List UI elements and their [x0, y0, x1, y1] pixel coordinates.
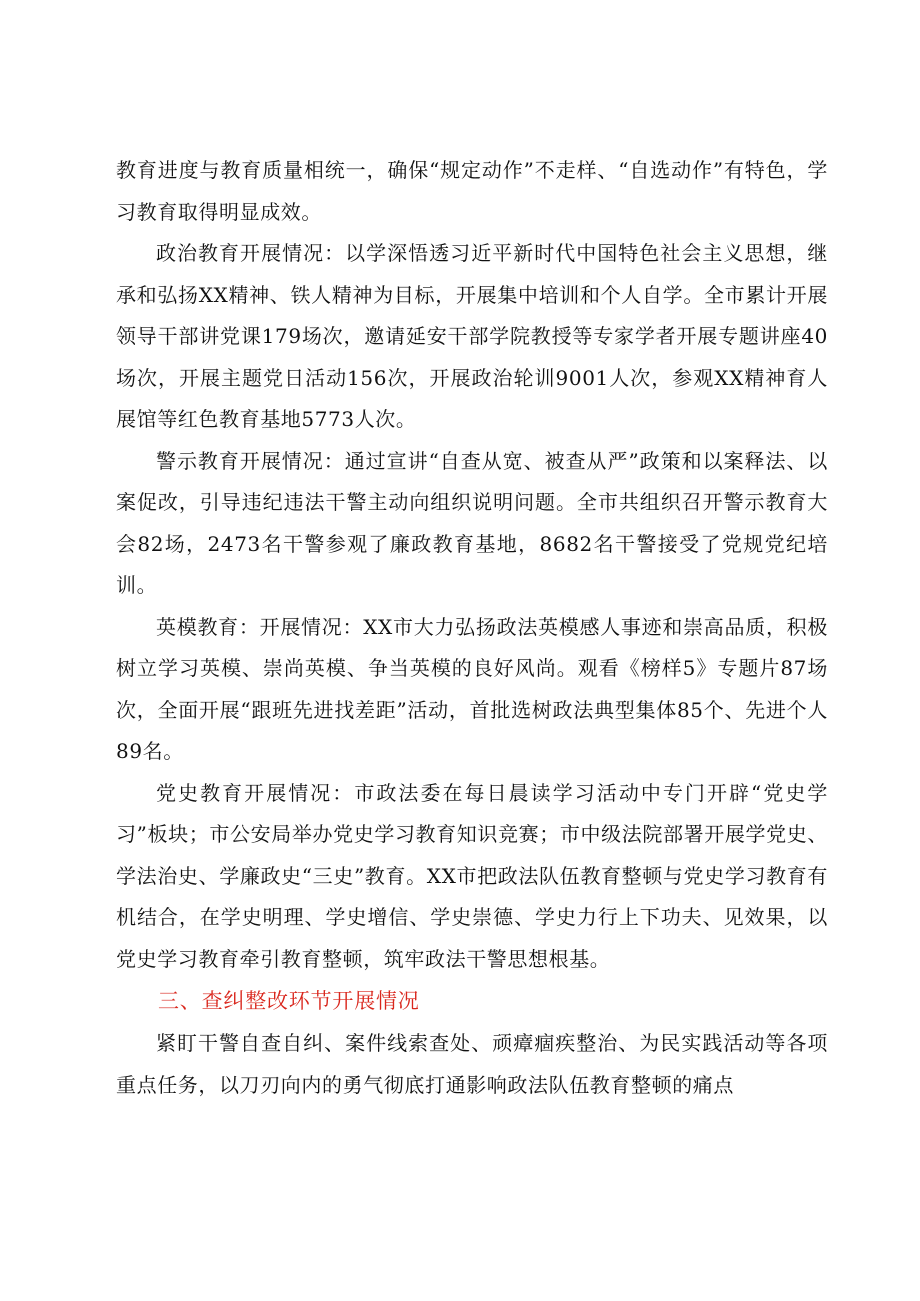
paragraph-rectification: 紧盯干警自查自纠、案件线索查处、顽瘴痼疾整治、为民实践活动等各项重点任务，以刀刃向内的勇气彻底打通影响政法队伍教育整顿的痛点	[116, 1031, 828, 1097]
paragraph-party-history-education: 党史教育开展情况：市政法委在每日晨读学习活动中专门开辟“党史学习”板块；市公安局举办党史学习教育知识竞赛；市中级法院部署开展学党史、学法治史、学廉政史“三史”教育。XX市把政法队伍教育整顿与党史学习教育有机结合，在学史明理、学史增信、学史崇德、学史力行上下功夫、见效果，以党史学习教育牵引教育整顿，筑牢政法干警思想根基。	[116, 780, 828, 971]
paragraph-model-education: 英模教育：开展情况：XX市大力弘扬政法英模感人事迹和崇高品质，积极树立学习英模、崇尚英模、争当英模的良好风尚。观看《榜样5》专题片87场次，全面开展“跟班先进找差距”活动，首批选树政法典型集体85个、先进个人89名。	[116, 614, 828, 763]
section-heading: 三、查纠整改环节开展情况	[158, 989, 420, 1013]
paragraph-continuation: 教育进度与教育质量相统一，确保“规定动作”不走样、“自选动作”有特色，学习教育取得明显成效。	[116, 158, 828, 224]
paragraph-political-education: 政治教育开展情况：以学深悟透习近平新时代中国特色社会主义思想，继承和弘扬XX精神、铁人精神为目标，开展集中培训和个人自学。全市累计开展领导干部讲党课179场次，邀请延安干部学院教授等专家学者开展专题讲座40场次，开展主题党日活动156次，开展政治轮训9001人次，参观XX精神育人展馆等红色教育基地5773人次。	[116, 241, 828, 431]
document-body	[116, 150, 828, 1106]
paragraph-warning-education: 警示教育开展情况：通过宣讲“自查从宽、被查从严”政策和以案释法、以案促改，引导违纪违法干警主动向组织说明问题。全市共组织召开警示教育大会82场，2473名干警参观了廉政教育基地，8682名干警接受了党规党纪培训。	[116, 448, 828, 597]
